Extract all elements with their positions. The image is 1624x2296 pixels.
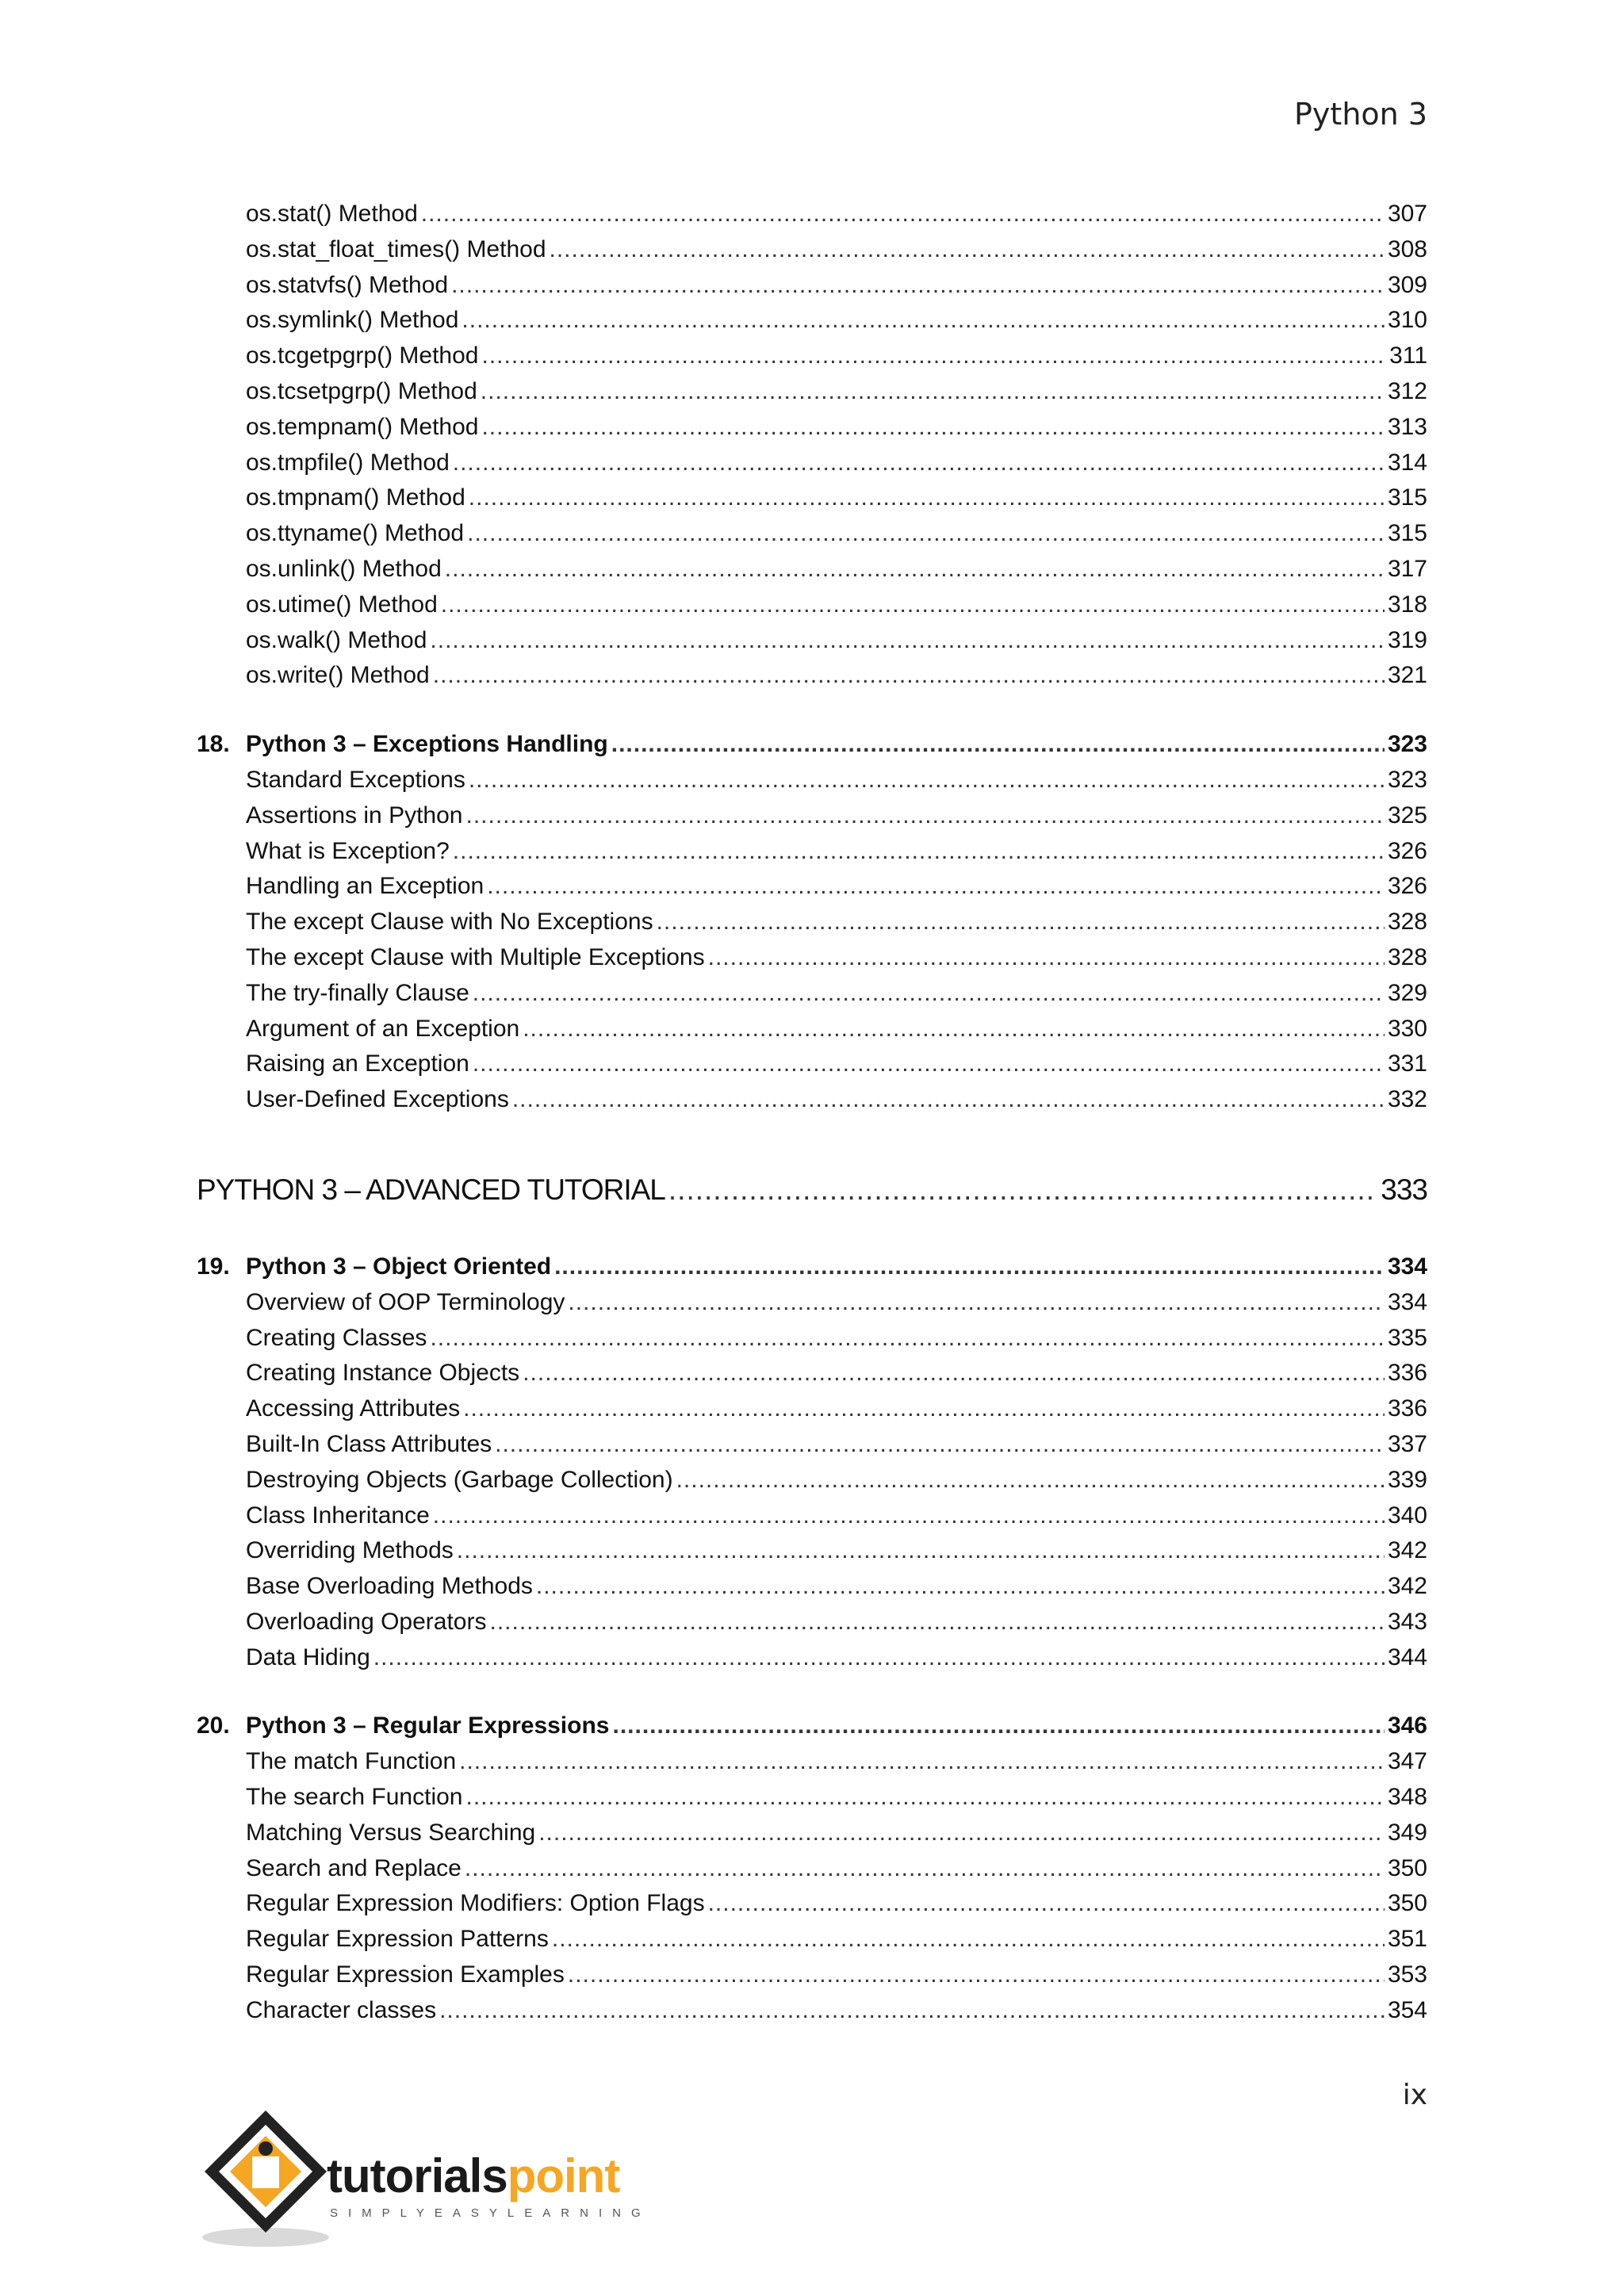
toc-entry-page: 331 [1387, 1050, 1427, 1077]
toc-entry-page: 325 [1387, 802, 1427, 828]
toc-entry-page: 323 [1387, 766, 1427, 793]
toc-entry-label: The except Clause with No Exceptions [246, 909, 653, 936]
toc-leader-dots [676, 1463, 1385, 1498]
toc-leader-dots [490, 1605, 1385, 1640]
toc-leader-dots [495, 1427, 1385, 1463]
toc-entry-page: 314 [1387, 449, 1427, 476]
toc-entry[interactable] [197, 339, 1427, 374]
toc-entry-page: 326 [1387, 837, 1427, 864]
toc-entry-label: os.ttyname() Method [246, 520, 465, 547]
toc-leader-dots [554, 1249, 1385, 1285]
toc-entry-label: Overloading Operators [246, 1608, 487, 1635]
toc-leader-dots [536, 1569, 1385, 1605]
toc-leader-dots [373, 1640, 1385, 1676]
toc-entry[interactable] [197, 1957, 1427, 1993]
toc-leader-dots [708, 940, 1385, 976]
toc-entry[interactable] [197, 1321, 1427, 1357]
toc-entry-page: 315 [1387, 484, 1427, 511]
toc-leader-dots [433, 1498, 1385, 1534]
toc-entry[interactable] [197, 587, 1427, 623]
running-header-title: Python 3 [1294, 97, 1427, 132]
toc-entry[interactable] [197, 1993, 1427, 2029]
toc-entry-page: 312 [1387, 377, 1427, 404]
toc-entry-label: Base Overloading Methods [246, 1573, 533, 1600]
toc-entry-label: What is Exception? [246, 837, 450, 864]
toc-entry-label: Class Inheritance [246, 1502, 430, 1529]
toc-entry-label: Search and Replace [246, 1854, 462, 1881]
toc-entry-page: 337 [1387, 1430, 1427, 1457]
toc-entry-page: 332 [1387, 1086, 1427, 1113]
toc-entry[interactable] [197, 232, 1427, 268]
toc-leader-dots [487, 869, 1385, 905]
toc-entry-label: os.tmpnam() Method [246, 484, 465, 511]
toc-entry-page: 336 [1387, 1360, 1427, 1387]
toc-entry-page: 310 [1387, 307, 1427, 334]
toc-entry[interactable] [197, 798, 1427, 834]
toc-entry-label: Creating Instance Objects [246, 1360, 520, 1387]
toc-entry-page: 318 [1387, 591, 1427, 618]
toc-entry[interactable] [197, 552, 1427, 587]
toc-entry[interactable] [197, 1285, 1427, 1321]
toc-entry[interactable] [197, 1082, 1427, 1118]
toc-entry-page: 334 [1387, 1253, 1427, 1280]
toc-entry[interactable] [197, 1780, 1427, 1816]
toc-entry[interactable] [197, 410, 1427, 446]
toc-entry-page: 313 [1387, 413, 1427, 440]
toc-entry[interactable] [197, 1922, 1427, 1957]
toc-leader-dots [421, 197, 1385, 232]
toc-entry-label: Regular Expression Patterns [246, 1926, 549, 1953]
toc-leader-dots [708, 1886, 1385, 1922]
toc-entry-page: 349 [1387, 1819, 1427, 1846]
toc-entry-label: Accessing Attributes [246, 1395, 461, 1422]
toc-leader-dots [657, 905, 1385, 940]
toc-entry-page: 328 [1387, 909, 1427, 936]
toc-entry-page: 342 [1387, 1537, 1427, 1564]
toc-entry-label: Overview of OOP Terminology [246, 1288, 565, 1315]
toc-entry-label: The search Function [246, 1784, 463, 1811]
toc-entry-label: os.tcsetpgrp() Method [246, 377, 477, 404]
toc-entry[interactable] [197, 1886, 1427, 1922]
toc-entry-page: 307 [1387, 201, 1427, 227]
toc-entry-page: 335 [1387, 1324, 1427, 1351]
toc-entry-label: The except Clause with Multiple Exceptions [246, 943, 705, 970]
toc-entry-page: 321 [1387, 662, 1427, 689]
toc-section-exceptions [197, 763, 1427, 1118]
toc-leader-dots [441, 587, 1385, 623]
toc-leader-dots [473, 976, 1385, 1012]
toc-entry-page: 330 [1387, 1015, 1427, 1042]
toc-entry-label: Creating Classes [246, 1324, 427, 1351]
toc-leader-dots [481, 410, 1384, 446]
toc-entry[interactable] [197, 268, 1427, 304]
toc-entry-label: Raising an Exception [246, 1050, 469, 1077]
toc-entry-label: Regular Expression Examples [246, 1961, 565, 1988]
toc-entry[interactable] [197, 1391, 1427, 1427]
toc-entry[interactable] [197, 1047, 1427, 1082]
toc-entry-page: 315 [1387, 520, 1427, 547]
toc-entry-label: Python 3 – Exceptions Handling [246, 731, 608, 758]
toc-entry-label: Data Hiding [246, 1644, 370, 1670]
toc-entry-page: 351 [1387, 1926, 1427, 1953]
toc-entry-label: Destroying Objects (Garbage Collection) [246, 1466, 673, 1493]
toc-chapter-heading[interactable] [197, 1709, 1427, 1744]
toc-chapter-18 [197, 727, 1427, 763]
toc-entry-number: 18. [197, 731, 230, 758]
toc-leader-dots [430, 1321, 1385, 1357]
toc-entry-page: 340 [1387, 1502, 1427, 1529]
toc-entry-page: 347 [1387, 1748, 1427, 1775]
toc-entry-page: 354 [1387, 1996, 1427, 2023]
toc-leader-dots [465, 1851, 1385, 1887]
page-number: ix [1402, 2079, 1427, 2111]
toc-leader-dots [481, 374, 1385, 410]
toc-entry-page: 334 [1387, 1288, 1427, 1315]
toc-entry[interactable] [197, 1356, 1427, 1391]
toc-leader-dots [552, 1922, 1385, 1957]
toc-leader-dots [538, 1816, 1385, 1851]
toc-entry[interactable] [197, 1640, 1427, 1676]
toc-entry-label: os.utime() Method [246, 591, 438, 618]
toc-entry-label: os.unlink() Method [246, 555, 442, 582]
toc-leader-dots [463, 1391, 1385, 1427]
toc-part-advanced [197, 1162, 1427, 1218]
toc-leader-dots [668, 1162, 1377, 1218]
toc-leader-dots [568, 1957, 1385, 1993]
toc-entry-page: 328 [1387, 943, 1427, 970]
tutorialspoint-logo [190, 2101, 666, 2252]
toc-entry-page: 346 [1387, 1712, 1427, 1739]
toc-entry-page: 342 [1387, 1573, 1427, 1600]
toc-entry-page: 311 [1389, 342, 1427, 369]
toc-entry-label: Character classes [246, 1996, 437, 2023]
toc-entry-page: 326 [1387, 873, 1427, 900]
toc-entry-label: Assertions in Python [246, 802, 463, 828]
toc-leader-dots [467, 516, 1385, 552]
toc-entry-page: 350 [1387, 1854, 1427, 1881]
toc-entry-page: 333 [1381, 1173, 1427, 1206]
toc-leader-dots [512, 1082, 1385, 1118]
toc-leader-dots [465, 798, 1384, 834]
toc-entry-page: 308 [1387, 235, 1427, 262]
toc-entry-label: os.symlink() Method [246, 307, 459, 334]
toc-entry-label: Python 3 – Object Oriented [246, 1253, 552, 1280]
toc-entry-label: os.stat_float_times() Method [246, 235, 546, 262]
toc-entry[interactable] [197, 1851, 1427, 1887]
toc-entry-page: 323 [1387, 731, 1427, 758]
toc-section-os-methods [197, 197, 1427, 694]
toc-part-heading[interactable] [197, 1162, 1427, 1218]
toc-leader-dots [430, 623, 1385, 659]
toc-entry-label: os.walk() Method [246, 626, 427, 653]
toc-entry-label: os.tmpfile() Method [246, 449, 450, 476]
toc-entry[interactable] [197, 303, 1427, 339]
toc-entry-page: 339 [1387, 1466, 1427, 1493]
toc-entry[interactable] [197, 869, 1427, 905]
toc-leader-dots [445, 552, 1385, 587]
toc-entry[interactable] [197, 976, 1427, 1012]
toc-entry[interactable] [197, 197, 1427, 232]
toc-entry[interactable] [197, 940, 1427, 976]
toc-leader-dots [550, 232, 1385, 268]
toc-leader-dots [433, 658, 1385, 694]
toc-entry-page: 319 [1387, 626, 1427, 653]
toc-chapter-heading[interactable] [197, 1249, 1427, 1285]
toc-entry[interactable] [197, 623, 1427, 659]
toc-leader-dots [453, 446, 1385, 481]
toc-entry[interactable] [197, 763, 1427, 798]
toc-entry[interactable] [197, 1427, 1427, 1463]
toc-entry[interactable] [197, 1569, 1427, 1605]
toc-entry[interactable] [197, 834, 1427, 870]
toc-entry-label: os.tempnam() Method [246, 413, 479, 440]
toc-entry[interactable] [197, 1605, 1427, 1640]
toc-entry[interactable] [197, 446, 1427, 481]
toc-entry-label: Built-In Class Attributes [246, 1430, 492, 1457]
toc-entry[interactable] [197, 1816, 1427, 1851]
toc-leader-dots [523, 1356, 1385, 1391]
toc-entry[interactable] [197, 905, 1427, 940]
toc-entry-page: 348 [1387, 1784, 1427, 1811]
toc-leader-dots [462, 303, 1385, 339]
toc-entry-label: The match Function [246, 1748, 457, 1775]
toc-entry-page: 343 [1387, 1608, 1427, 1635]
toc-entry-page: 309 [1387, 271, 1427, 298]
toc-entry[interactable] [197, 516, 1427, 552]
toc-leader-dots [611, 727, 1385, 763]
toc-entry-page: 344 [1387, 1644, 1427, 1670]
toc-chapter-19 [197, 1249, 1427, 1285]
toc-entry[interactable] [197, 1498, 1427, 1534]
toc-leader-dots [612, 1709, 1384, 1744]
toc-entry[interactable] [197, 1463, 1427, 1498]
toc-entry-label: Matching Versus Searching [246, 1819, 536, 1846]
toc-entry-page: 317 [1387, 555, 1427, 582]
table-of-contents [197, 197, 1427, 2029]
toc-entry-label: User-Defined Exceptions [246, 1086, 509, 1113]
toc-entry-label: Handling an Exception [246, 873, 485, 900]
toc-entry[interactable] [197, 480, 1427, 516]
toc-entry-label: Regular Expression Modifiers: Option Flags [246, 1890, 705, 1917]
toc-entry-page: 336 [1387, 1395, 1427, 1422]
toc-leader-dots [469, 763, 1385, 798]
toc-leader-dots [465, 1780, 1384, 1816]
toc-leader-dots [481, 339, 1386, 374]
toc-entry-label: Argument of an Exception [246, 1015, 520, 1042]
toc-entry-label: Python 3 – Regular Expressions [246, 1712, 610, 1739]
toc-entry-label: Overriding Methods [246, 1537, 454, 1564]
toc-section-oop [197, 1285, 1427, 1676]
toc-entry-page: 329 [1387, 979, 1427, 1006]
toc-leader-dots [451, 268, 1385, 304]
toc-entry[interactable] [197, 658, 1427, 694]
toc-leader-dots [469, 480, 1385, 516]
toc-leader-dots [459, 1744, 1385, 1780]
toc-leader-dots [568, 1285, 1385, 1321]
logo-wordmark: tutorialspoint [327, 2149, 620, 2202]
toc-entry-label: The try-finally Clause [246, 979, 469, 1006]
toc-entry[interactable] [197, 1533, 1427, 1569]
toc-section-regex [197, 1744, 1427, 2028]
toc-chapter-20 [197, 1709, 1427, 1744]
toc-leader-dots [473, 1047, 1385, 1082]
toc-entry-number: 20. [197, 1712, 230, 1739]
toc-entry-label: os.write() Method [246, 662, 430, 689]
toc-entry[interactable] [197, 374, 1427, 410]
toc-leader-dots [523, 1012, 1385, 1047]
toc-entry[interactable] [197, 1744, 1427, 1780]
toc-entry-label: os.stat() Method [246, 201, 418, 227]
logo-tagline: SIMPLYEASYLEARNING [330, 2206, 651, 2220]
toc-leader-dots [453, 834, 1385, 870]
toc-entry-number: 19. [197, 1253, 230, 1280]
toc-entry-page: 353 [1387, 1961, 1427, 1988]
toc-entry-label: Standard Exceptions [246, 766, 465, 793]
toc-entry-page: 350 [1387, 1890, 1427, 1917]
toc-leader-dots [439, 1993, 1385, 2029]
toc-leader-dots [457, 1533, 1385, 1569]
toc-chapter-heading[interactable] [197, 727, 1427, 763]
toc-entry-label: os.statvfs() Method [246, 271, 449, 298]
toc-entry-label: os.tcgetpgrp() Method [246, 342, 479, 369]
toc-entry-label: PYTHON 3 – ADVANCED TUTORIAL [197, 1173, 665, 1206]
toc-entry[interactable] [197, 1012, 1427, 1047]
